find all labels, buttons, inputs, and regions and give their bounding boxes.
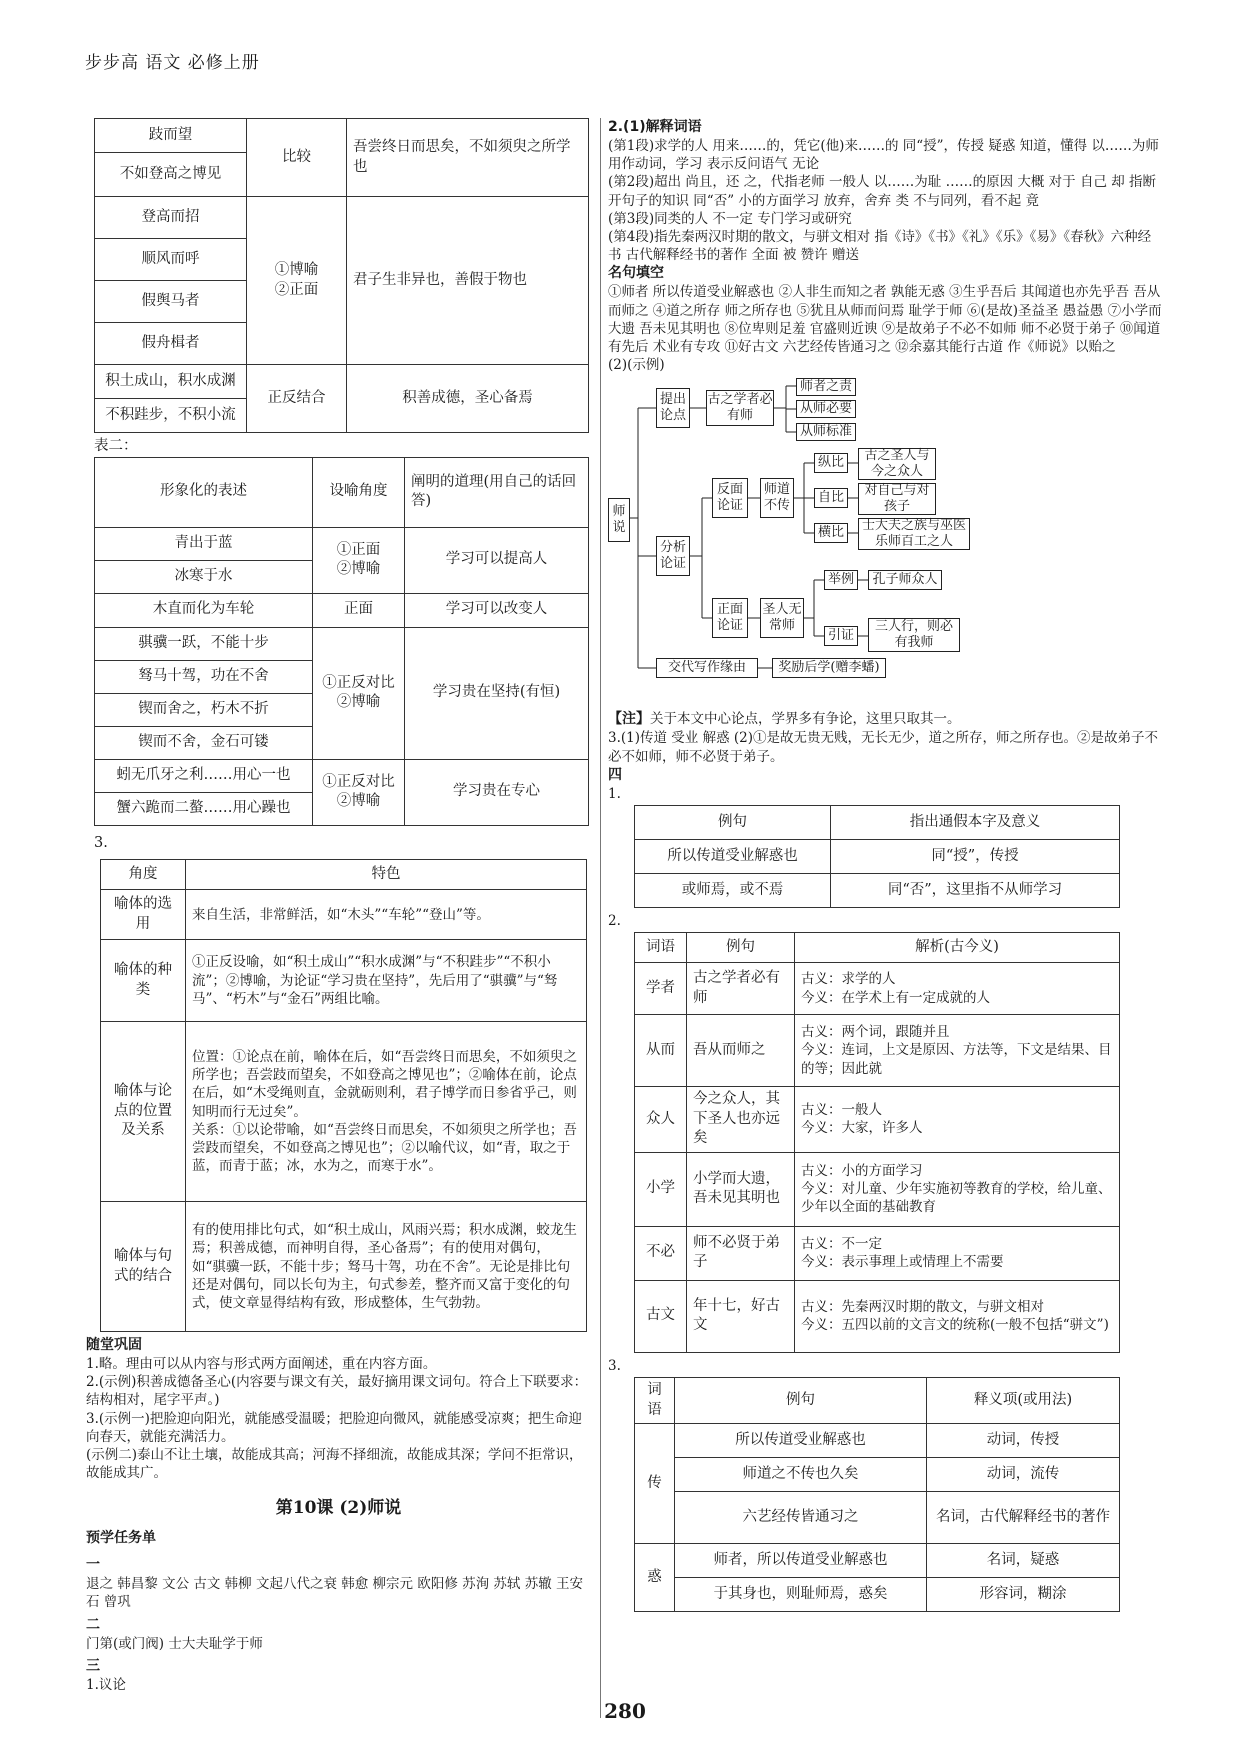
analysis-cell: 古义：先秦两汉时期的散文，与骈文相对 今义：五四以前的文言文的统称(一般不包括“骈文”) bbox=[795, 1280, 1120, 1352]
angle-cell: ①正面 ②博喻 bbox=[313, 527, 405, 593]
suitang-item: 1.略。理由可以从内容与形式两方面阐述，重在内容方面。 bbox=[86, 1356, 437, 1373]
table-two bbox=[94, 457, 589, 826]
section-one-label: 一 bbox=[86, 1557, 100, 1574]
principle-cell: 积善成德，圣心备焉 bbox=[347, 365, 589, 433]
q2-title: 2.(1)解释词语 bbox=[608, 119, 702, 135]
q2-line: (第2段)超出 尚且，还 之，代指老师 一般人 以……为耻 ……的原因 大概 对于 自己 却 指断开句子的知识 同“否” 小的方面学习 放弃，舍弃 类 不与同列，看不起 竟 bbox=[608, 174, 1157, 209]
meaning-cell: 同“否”，这里指不从师学习 bbox=[831, 873, 1120, 907]
left-column bbox=[86, 118, 591, 1694]
fenxi-box: 分析论证 bbox=[656, 536, 690, 576]
lesson-title: 第10课 (2)师说 bbox=[275, 1497, 402, 1518]
table-two-label: 表二： bbox=[94, 438, 138, 454]
juli-text-box: 孔子师众人 bbox=[868, 570, 942, 590]
example-cell: 今之众人，其下圣人也亦远矣 bbox=[687, 1087, 795, 1153]
jiangli-box: 奖励后学(赠李蟠) bbox=[772, 658, 886, 678]
feature-cell: 来自生活，非常鲜活，如“木头”“车轮”“登山”等。 bbox=[186, 890, 587, 940]
expr-cell: 木直而化为车轮 bbox=[95, 593, 313, 627]
yinzheng-text-box: 三人行，则必有我师 bbox=[868, 618, 960, 652]
shidao-box: 师道不传 bbox=[760, 478, 794, 518]
header-cell: 角度 bbox=[101, 860, 186, 890]
word-cell: 不必 bbox=[635, 1226, 687, 1280]
analysis-cell: 古义：两个词，跟随并且 今义：连词，上文是原因、方法等，下文是结果、目的等；因此就 bbox=[795, 1015, 1120, 1087]
expr-cell: 锲而不舍，金石可镂 bbox=[95, 726, 313, 759]
header-cell: 词语 bbox=[635, 1377, 675, 1423]
angle-cell: 正面 bbox=[313, 593, 405, 627]
header-cell: 设喻角度 bbox=[313, 457, 405, 527]
expr-cell: 青出于蓝 bbox=[95, 527, 313, 560]
hengbi-text-box: 士大夫之族与巫医乐师百工之人 bbox=[858, 518, 970, 550]
ze-box: 师者之责 bbox=[796, 378, 856, 396]
principle-cell: 学习贵在坚持(有恒) bbox=[405, 627, 589, 759]
expr-cell: 登高而招 bbox=[95, 197, 247, 239]
zongbi-text-box: 古之圣人与今之众人 bbox=[858, 448, 936, 480]
header-cell: 特色 bbox=[186, 860, 587, 890]
word-cell: 众人 bbox=[635, 1087, 687, 1153]
angle-cell: 喻体的选用 bbox=[101, 890, 186, 940]
angle-cell: ①正反对比 ②博喻 bbox=[313, 759, 405, 825]
example-cell: 所以传道受业解惑也 bbox=[675, 1424, 927, 1458]
expr-cell: 冰寒于水 bbox=[95, 560, 313, 593]
structure-diagram bbox=[608, 378, 1164, 708]
diagram-label: (2)(示例) bbox=[608, 357, 665, 374]
q2-line: (第3段)同类的人 不一定 专门学习或研究 bbox=[608, 210, 852, 227]
usage-cell: 名词，疑惑 bbox=[927, 1544, 1120, 1578]
word-cell: 小学 bbox=[635, 1152, 687, 1226]
note-text: 关于本文中心论点，学界多有争论，这里只取其一。 bbox=[650, 711, 961, 728]
section-three-text: 1.议论 bbox=[86, 1676, 126, 1693]
angle-cell: 喻体与论点的位置及关系 bbox=[101, 1022, 186, 1202]
example-cell: 六艺经传皆通习之 bbox=[675, 1492, 927, 1544]
expr-cell: 蚓无爪牙之利……用心一也 bbox=[95, 759, 313, 792]
analysis-cell: 古义：一般人 今义：大家，许多人 bbox=[795, 1087, 1120, 1153]
mingju-title: 名句填空 bbox=[608, 265, 664, 282]
note-line bbox=[608, 710, 1164, 729]
angle-cell: 比较 bbox=[247, 119, 347, 197]
expr-cell: 不如登高之博见 bbox=[95, 153, 247, 197]
note-label: 【注】 bbox=[608, 711, 650, 728]
analysis-cell: 古义：不一定 今义：表示事理上或情理上不需要 bbox=[795, 1226, 1120, 1280]
angle-cell: 正反结合 bbox=[247, 365, 347, 433]
principle-cell: 君子生非异也，善假于物也 bbox=[347, 197, 589, 365]
header-cell: 释义项(或用法) bbox=[927, 1377, 1120, 1423]
header-cell: 解析(古今义) bbox=[795, 933, 1120, 963]
word-cell: 传 bbox=[635, 1424, 675, 1544]
word-cell: 惑 bbox=[635, 1544, 675, 1612]
table-three bbox=[100, 859, 587, 1332]
feature-cell: 位置：①论点在前，喻体在后，如“吾尝终日而思矣，不如须臾之所学也；吾尝跂而望矣，不如登高之博见也”；②喻体在前，论点在后，如“木受绳则直，金就砺则利，君子博学而日参省乎己，则知明而行无过矣”。 关系：①以论带喻，如“吾尝终日而思矣，不如须臾之所学也；吾尝跂而望矣，不如登高之博见也”；②以喻代议，如“青，取之于蓝，而青于蓝；冰，水为之，而寒于水”。 bbox=[186, 1022, 587, 1202]
zibi-box: 自比 bbox=[814, 488, 848, 508]
example-cell: 或师焉，或不焉 bbox=[635, 873, 831, 907]
expr-cell: 积土成山，积水成渊 bbox=[95, 365, 247, 399]
example-cell: 吾从而师之 bbox=[687, 1015, 795, 1087]
page-number: 280 bbox=[604, 1699, 646, 1723]
table-four-number: 1. bbox=[608, 785, 621, 802]
expr-cell: 驽马十驾，功在不舍 bbox=[95, 660, 313, 693]
table-five bbox=[634, 932, 1120, 1353]
header-cell: 阐明的道理(用自己的话回答) bbox=[405, 457, 589, 527]
principle-cell: 吾尝终日而思矣，不如须臾之所学也 bbox=[347, 119, 589, 197]
expr-cell: 顺风而呼 bbox=[95, 239, 247, 281]
tichu-box: 提出论点 bbox=[656, 388, 690, 428]
zhengmian-box: 正面论证 bbox=[712, 598, 748, 638]
suitang-title: 随堂巩固 bbox=[86, 1337, 142, 1354]
word-cell: 学者 bbox=[635, 963, 687, 1015]
header-cell: 词语 bbox=[635, 933, 687, 963]
principle-cell: 学习可以改变人 bbox=[405, 593, 589, 627]
lesson-section bbox=[86, 1497, 591, 1694]
meaning-cell: 同“授”，传授 bbox=[831, 839, 1120, 873]
suitang-item: 3.(示例一)把脸迎向阳光，就能感受温暖；把脸迎向微风，就能感受凉爽；把生命迎向春天，就能充满活力。 bbox=[86, 1410, 582, 1445]
column-divider bbox=[600, 118, 601, 1718]
example-cell: 所以传道受业解惑也 bbox=[635, 839, 831, 873]
juli-box: 举例 bbox=[824, 570, 858, 590]
header-cell: 例句 bbox=[675, 1377, 927, 1423]
analysis-cell: 古义：求学的人 今义：在学术上有一定成就的人 bbox=[795, 963, 1120, 1015]
usage-cell: 名词，古代解释经书的著作 bbox=[927, 1492, 1120, 1544]
example-cell: 师者，所以传道受业解惑也 bbox=[675, 1544, 927, 1578]
usage-cell: 形容词，糊涂 bbox=[927, 1578, 1120, 1612]
yinzheng-box: 引证 bbox=[824, 626, 858, 646]
section-one-text: 退之 韩昌黎 文公 古文 韩柳 文起八代之衰 韩愈 柳宗元 欧阳修 苏洵 苏轼 苏辙 王安石 曾巩 bbox=[86, 1576, 583, 1611]
example-cell: 师不必贤于弟子 bbox=[687, 1226, 795, 1280]
feature-cell: 有的使用排比句式，如“积土成山，风雨兴焉；积水成渊，蛟龙生焉；积善成德，而神明自得，圣心备焉”；有的使用对偶句，如“骐骥一跃，不能十步；驽马十驾，功在不舍”。无论是排比句还是对偶句，同以长句为主，句式参差，整齐而又富于变化的句式，使文章显得结构有致，形成整体，生气勃勃。 bbox=[186, 1202, 587, 1332]
example-cell: 小学而大遗，吾未见其明也 bbox=[687, 1152, 795, 1226]
jiaodai-box: 交代写作缘由 bbox=[656, 658, 758, 678]
principle-cell: 学习可以提高人 bbox=[405, 527, 589, 593]
expr-cell: 跂而望 bbox=[95, 119, 247, 153]
table-four bbox=[634, 805, 1120, 908]
expr-cell: 骐骥一跃，不能十步 bbox=[95, 627, 313, 660]
expr-cell: 锲而舍之，朽木不折 bbox=[95, 693, 313, 726]
suitang-item: (示例二)泰山不让土壤，故能成其高；河海不择细流，故能成其深；学问不拒常识，故能成其广。 bbox=[86, 1447, 583, 1482]
angle-cell: 喻体的种类 bbox=[101, 940, 186, 1022]
table-five-number: 2. bbox=[608, 912, 621, 929]
feature-cell: ①正反设喻，如“积土成山”“积水成渊”与“不积跬步”“不积小流”；②博喻，为论证“学习贵在坚持”，先后用了“骐骥”与“驽马”、“朽木”与“金石”两组比喻。 bbox=[186, 940, 587, 1022]
yuxue-title: 预学任务单 bbox=[86, 1530, 156, 1547]
q2-line: (第1段)求学的人 用来……的，凭它(他)来……的 同“授”，传授 疑惑 知道，懂得 以……为师 用作动词，学习 表示反问语气 无论 bbox=[608, 137, 1159, 173]
page-header: 步步高 语文 必修上册 bbox=[85, 53, 260, 73]
word-cell: 从而 bbox=[635, 1015, 687, 1087]
angle-cell: 喻体与句式的结合 bbox=[101, 1202, 186, 1332]
expr-cell: 假舆马者 bbox=[95, 281, 247, 323]
example-cell: 于其身也，则耻师焉，惑矣 bbox=[675, 1578, 927, 1612]
header-cell: 指出通假本字及意义 bbox=[831, 805, 1120, 839]
principle-cell: 学习贵在专心 bbox=[405, 759, 589, 825]
header-cell: 例句 bbox=[687, 933, 795, 963]
table-three-number: 3. bbox=[94, 834, 108, 851]
expr-cell: 蟹六跪而二螯……用心躁也 bbox=[95, 792, 313, 825]
expr-cell: 假舟楫者 bbox=[95, 323, 247, 365]
section-two-text: 门第(或门阀) 士大夫耻学于师 bbox=[86, 1635, 263, 1652]
suitang-item: 2.(示例)积善成德备圣心(内容要与课文有关，最好摘用课文词句。符合上下联要求：结构相对，尾字平声。) bbox=[86, 1374, 588, 1409]
root-box: 师说 bbox=[608, 498, 630, 542]
section-two-label: 二 bbox=[86, 1616, 100, 1633]
right-column bbox=[608, 118, 1164, 1612]
q2-line: (第4段)指先秦两汉时期的散文，与骈文相对 指《诗》《书》《礼》《乐》《易》《春秋》六种经书 古代解释经书的著作 全面 被 赞许 赠送 bbox=[608, 228, 1152, 264]
usage-cell: 动词，流传 bbox=[927, 1458, 1120, 1492]
gu-box: 古之学者必有师 bbox=[706, 390, 774, 426]
usage-cell: 动词，传授 bbox=[927, 1424, 1120, 1458]
table-six-number: 3. bbox=[608, 1357, 621, 1374]
section-three-label: 三 bbox=[86, 1657, 100, 1674]
section-four-label: 四 bbox=[608, 766, 622, 783]
word-cell: 古文 bbox=[635, 1280, 687, 1352]
expr-cell: 不积跬步，不积小流 bbox=[95, 399, 247, 433]
analysis-cell: 古义：小的方面学习 今义：对儿童、少年实施初等教育的学校，给儿童、少年以全面的基础教育 bbox=[795, 1152, 1120, 1226]
table-six bbox=[634, 1377, 1120, 1612]
header-cell: 例句 bbox=[635, 805, 831, 839]
angle-cell: ①正反对比 ②博喻 bbox=[313, 627, 405, 759]
shengren-box: 圣人无常师 bbox=[760, 598, 804, 638]
bi-box: 从师必要 bbox=[796, 400, 856, 418]
example-cell: 古之学者必有师 bbox=[687, 963, 795, 1015]
bz-box: 从师标准 bbox=[796, 423, 856, 441]
fanmian-box: 反面论证 bbox=[712, 478, 748, 518]
mingju-text: ①师者 所以传道受业解惑也 ②人非生而知之者 孰能无惑 ③生乎吾后 其闻道也亦先乎吾 吾从而师之 ④道之所存 师之所存也 ⑤犹且从师而问焉 耻学于师 ⑥(是故)圣益圣 愚益愚 ⑦小学而大遗 吾未见其明也 ⑧位卑则足羞 官盛则近谀 ⑨是故弟子不必不如师 师不必贤于弟子 ⑩闻道有先后 术业有专攻 ⑪好古文 六艺经传皆通习之 ⑫余嘉其能行古道 作《师说》以贻之 bbox=[608, 284, 1162, 355]
zongbi-box: 纵比 bbox=[814, 453, 848, 473]
hengbi-box: 横比 bbox=[814, 523, 848, 543]
angle-cell: ①博喻 ②正面 bbox=[247, 197, 347, 365]
header-cell: 形象化的表述 bbox=[95, 457, 313, 527]
example-cell: 年十七，好古文 bbox=[687, 1280, 795, 1352]
suitang-section bbox=[86, 1336, 591, 1482]
q3-text: 3.(1)传道 受业 解惑 (2)①是故无贵无贱，无长无少，道之所存，师之所存也。②是故弟子不必不如师，师不必贤于弟子。 bbox=[608, 730, 1158, 765]
table-one bbox=[94, 118, 589, 433]
example-cell: 师道之不传也久矣 bbox=[675, 1458, 927, 1492]
zibi-text-box: 对自己与对孩子 bbox=[858, 483, 936, 515]
